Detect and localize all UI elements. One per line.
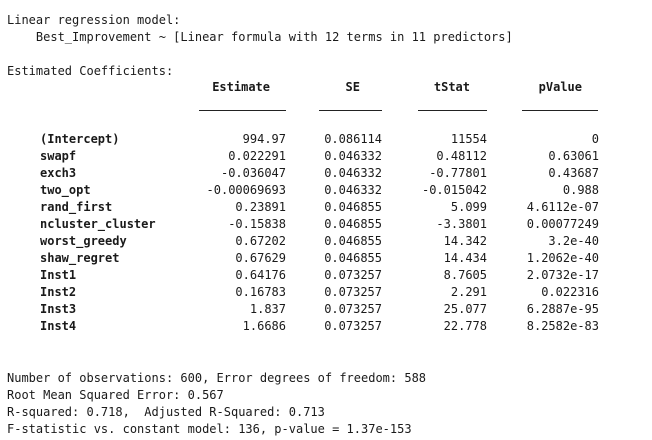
table-row (0, 233, 652, 250)
table-row (0, 216, 652, 233)
column-header-pvalue: pValue (538, 80, 582, 94)
pvalue-value: 0.988 (562, 183, 599, 197)
tstat-value: 22.778 (443, 319, 487, 333)
se-value: 0.086114 (324, 132, 382, 146)
se-value: 0.046855 (324, 200, 382, 214)
table-row (0, 301, 652, 318)
table-row (0, 318, 652, 335)
tstat-value: 11554 (450, 132, 487, 146)
rsquared-line: R-squared: 0.718, Adjusted R-Squared: 0.713 (7, 405, 325, 419)
estimate-value: -0.15838 (228, 217, 286, 231)
tstat-value: -0.015042 (421, 183, 487, 197)
pvalue-value: 0.43687 (548, 166, 599, 180)
estimate-value: 0.67629 (235, 251, 286, 265)
se-value: 0.046332 (324, 149, 382, 163)
rmse-line: Root Mean Squared Error: 0.567 (7, 388, 224, 402)
estimate-value: 0.022291 (228, 149, 286, 163)
table-row (0, 250, 652, 267)
model-formula: Best_Improvement ~ [Linear formula with 12 terms in 11 predictors] (7, 30, 513, 44)
table-row (0, 267, 652, 284)
pvalue-value: 6.2887e-95 (526, 302, 599, 316)
estimate-value: 1.837 (249, 302, 286, 316)
estimate-value: 0.67202 (235, 234, 286, 248)
table-row (0, 148, 652, 165)
pvalue-value: 8.2582e-83 (526, 319, 599, 333)
tstat-value: 0.48112 (436, 149, 487, 163)
row-label: swapf (40, 149, 77, 163)
column-header-estimate: Estimate (212, 80, 270, 94)
pvalue-value: 0.63061 (548, 149, 599, 163)
se-value: 0.046855 (324, 217, 382, 231)
se-value: 0.046855 (324, 234, 382, 248)
pvalue-value: 0.022316 (541, 285, 599, 299)
row-label: ncluster_cluster (40, 217, 156, 231)
se-underline (319, 110, 382, 111)
estimate-value: -0.00069693 (206, 183, 286, 197)
tstat-value: 25.077 (443, 302, 487, 316)
table-row (0, 131, 652, 148)
tstat-value: 14.342 (443, 234, 487, 248)
estimate-value: 994.97 (242, 132, 286, 146)
se-value: 0.046332 (324, 183, 382, 197)
tstat-value: -0.77801 (429, 166, 487, 180)
se-value: 0.073257 (324, 268, 382, 282)
pvalue-value: 2.0732e-17 (526, 268, 599, 282)
tstat-value: 5.099 (450, 200, 487, 214)
tstat-value: 2.291 (450, 285, 487, 299)
table-row (0, 284, 652, 301)
tstat-value: -3.3801 (436, 217, 487, 231)
model-title: Linear regression model: (7, 13, 181, 27)
row-label: Inst4 (40, 319, 77, 333)
pvalue-value: 4.6112e-07 (526, 200, 599, 214)
row-label: worst_greedy (40, 234, 127, 248)
row-label: shaw_regret (40, 251, 120, 265)
column-header-se: SE (345, 80, 360, 94)
se-value: 0.046332 (324, 166, 382, 180)
coefficients-title: Estimated Coefficients: (7, 64, 174, 78)
row-label: exch3 (40, 166, 77, 180)
column-header-tstat: tStat (433, 80, 470, 94)
se-value: 0.073257 (324, 285, 382, 299)
se-value: 0.073257 (324, 319, 382, 333)
pvalue-underline (522, 110, 598, 111)
pvalue-value: 1.2062e-40 (526, 251, 599, 265)
tstat-value: 8.7605 (443, 268, 487, 282)
pvalue-value: 3.2e-40 (548, 234, 599, 248)
tstat-underline (418, 110, 487, 111)
row-label: Inst3 (40, 302, 77, 316)
estimate-value: 0.64176 (235, 268, 286, 282)
pvalue-value: 0.00077249 (526, 217, 599, 231)
row-label: rand_first (40, 200, 113, 214)
estimate-value: 0.23891 (235, 200, 286, 214)
observations-line: Number of observations: 600, Error degrees of freedom: 588 (7, 371, 427, 385)
table-row (0, 199, 652, 216)
table-row (0, 165, 652, 182)
se-value: 0.046855 (324, 251, 382, 265)
estimate-underline (199, 110, 286, 111)
estimate-value: 0.16783 (235, 285, 286, 299)
pvalue-value: 0 (591, 132, 599, 146)
row-label: Inst1 (40, 268, 77, 282)
row-label: (Intercept) (40, 132, 120, 146)
fstatistic-line: F-statistic vs. constant model: 136, p-value = 1.37e-153 (7, 422, 412, 436)
se-value: 0.073257 (324, 302, 382, 316)
row-label: Inst2 (40, 285, 77, 299)
table-row (0, 182, 652, 199)
estimate-value: 1.6686 (242, 319, 286, 333)
row-label: two_opt (40, 183, 91, 197)
estimate-value: -0.036047 (220, 166, 286, 180)
tstat-value: 14.434 (443, 251, 487, 265)
